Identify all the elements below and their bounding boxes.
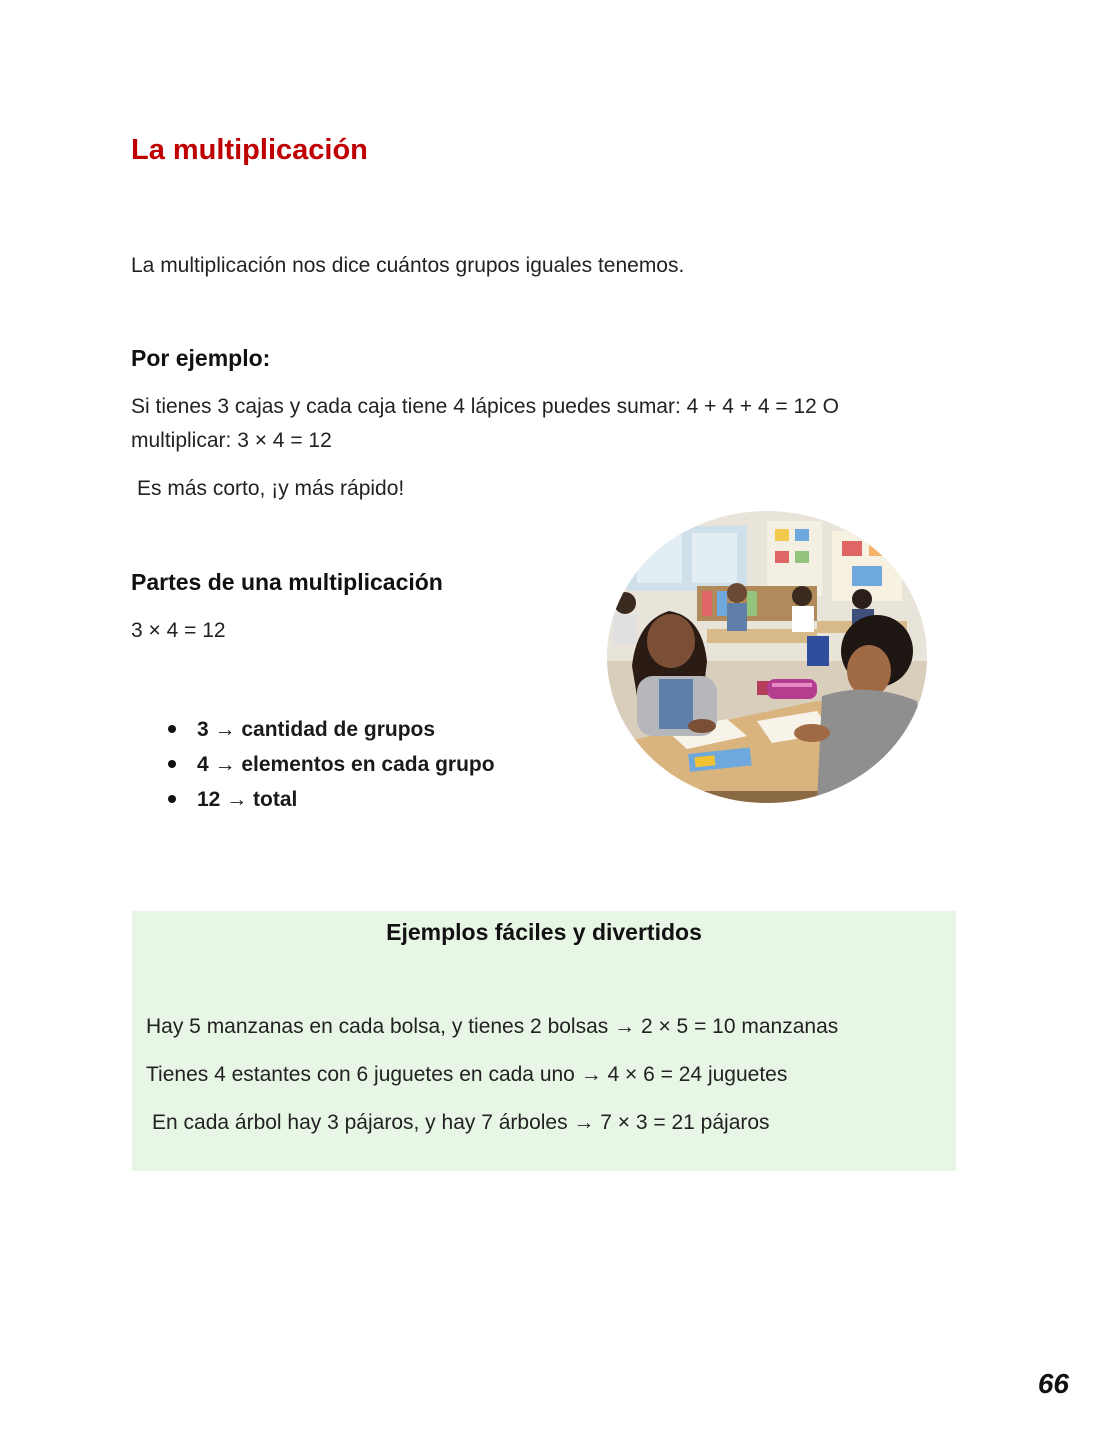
parts-heading: Partes de una multiplicación: [131, 569, 443, 595]
classroom-photo: [607, 511, 927, 803]
list-item: 4 → elementos en cada grupo: [164, 747, 495, 782]
example-line-2: multiplicar: 3 × 4 = 12: [131, 429, 332, 452]
parts-list: [164, 712, 495, 817]
shorter-note: Es más corto, ¡y más rápido!: [137, 477, 405, 500]
intro-text: La multiplicación nos dice cuántos grupos iguales tenemos.: [131, 254, 685, 277]
parts-equation: 3 × 4 = 12: [131, 619, 226, 642]
example-item: En cada árbol hay 3 pájaros, y hay 7 árboles → 7 × 3 = 21 pájaros: [152, 1111, 770, 1134]
example-line-1: Si tienes 3 cajas y cada caja tiene 4 lápices puedes sumar: 4 + 4 + 4 = 12 O: [131, 395, 840, 418]
page-number: 66: [1037, 1368, 1069, 1399]
examples-box: [132, 911, 956, 1171]
page-title: La multiplicación: [131, 134, 368, 166]
examples-box-title: Ejemplos fáciles y divertidos: [386, 919, 702, 945]
example-item: Tienes 4 estantes con 6 juguetes en cada uno → 4 × 6 = 24 juguetes: [146, 1063, 788, 1086]
example-item: Hay 5 manzanas en cada bolsa, y tienes 2 bolsas → 2 × 5 = 10 manzanas: [146, 1015, 839, 1038]
example-heading: Por ejemplo:: [131, 345, 271, 371]
list-item: 3 → cantidad de grupos: [164, 712, 495, 747]
list-item: 12 → total: [164, 782, 495, 817]
